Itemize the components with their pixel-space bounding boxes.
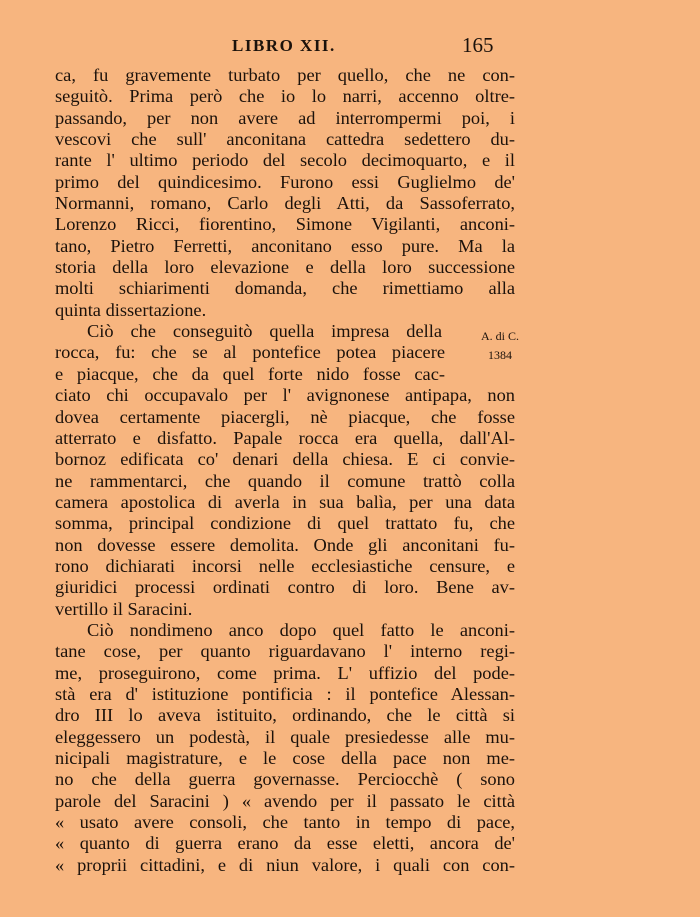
text-line: somma, principal condizione di quel trattato fu, che <box>55 513 515 534</box>
text-line: molti schiarimenti domanda, che rimettiamo alla <box>55 278 515 299</box>
paragraph-end-line: quinta dissertazione. <box>55 299 207 320</box>
text-line: ciato chi occupavalo per l' avignonese antipapa, non <box>55 385 515 406</box>
margin-note-year: 1384 <box>488 348 512 362</box>
text-line: « proprii cittadini, e di niun valore, i quali con con- <box>55 854 515 875</box>
text-line: rono dichiarati incorsi nelle ecclesiastiche censure, e <box>55 555 515 576</box>
text-line: no che della guerra governasse. Perciocchè ( sono <box>55 769 515 790</box>
text-line: passando, per non avere ad interrompermi poi, i <box>55 107 515 128</box>
text-line: me, proseguirono, come prima. L' uffizio del pode- <box>55 662 515 683</box>
text-line: Lorenzo Ricci, fiorentino, Simone Vigilanti, anconi- <box>55 214 515 235</box>
text-line: nicipali magistrature, e le cose della pace non me- <box>55 748 515 768</box>
text-line: stà era d' istituzione pontificia : il pontefice Alessan- <box>55 683 515 704</box>
text-line: non dovesse essere demolita. Onde gli anconitani fu- <box>55 534 515 555</box>
text-line: tano, Pietro Ferretti, anconitano esso pure. Ma la <box>55 235 515 256</box>
text-line: dro III lo aveva istituito, ordinando, che le città si <box>55 705 515 726</box>
text-line: giuridici processi ordinati contro di loro. Bene av- <box>55 577 515 598</box>
page-header <box>0 33 700 58</box>
paragraph-start-line: Ciò nondimeno anco dopo quel fatto le anconi- <box>87 619 515 640</box>
text-line: vescovi che sull' anconitana cattedra sedettero du- <box>55 129 515 150</box>
running-title: LIBRO XII. <box>232 36 336 55</box>
text-line: rocca, fu: che se al pontefice potea piacere <box>55 342 445 363</box>
body-text <box>55 65 515 876</box>
text-line: tane cose, per quanto riguardavano l' interno regi- <box>55 641 515 662</box>
text-line: seguitò. Prima però che io lo narri, accenno oltre- <box>55 86 515 107</box>
page-number: 165 <box>462 33 494 57</box>
text-line: parole del Saracini ) « avendo per il passato le città <box>55 790 515 811</box>
text-line: storia della loro elevazione e della loro successione <box>55 257 515 278</box>
paragraph-end-line: vertillo il Saracini. <box>55 598 193 619</box>
text-line: e piacque, che da quel forte nido fosse cac- <box>55 363 445 384</box>
paragraph-start-line: Ciò che conseguitò quella impresa della <box>87 321 442 342</box>
text-line: atterrato e disfatto. Papale rocca era quella, dall'Al- <box>55 427 515 448</box>
text-line: dovea certamente piacergli, nè piacque, che fosse <box>55 406 515 427</box>
text-line: ca, fu gravemente turbato per quello, che ne con- <box>55 65 515 85</box>
text-line: ne rammentarci, che quando il comune trattò colla <box>55 470 515 491</box>
text-line: primo del quindicesimo. Furono essi Guglielmo de' <box>55 171 515 192</box>
text-line: « usato avere consoli, che tanto in tempo di pace, <box>55 812 515 833</box>
text-line: bornoz edificata co' denari della chiesa. E ci convie- <box>55 449 515 470</box>
text-line: rante l' ultimo periodo del secolo decimoquarto, e il <box>55 150 515 171</box>
text-line: « quanto di guerra erano da esse eletti, ancora de' <box>55 833 515 854</box>
margin-note-era: A. di C. <box>480 329 519 343</box>
text-line: eleggessero un podestà, il quale presiedesse alle mu- <box>55 726 515 747</box>
text-line: Normanni, romano, Carlo degli Atti, da Sassoferrato, <box>55 193 515 214</box>
text-line: camera apostolica di averla in sua balìa, per una data <box>55 491 515 512</box>
